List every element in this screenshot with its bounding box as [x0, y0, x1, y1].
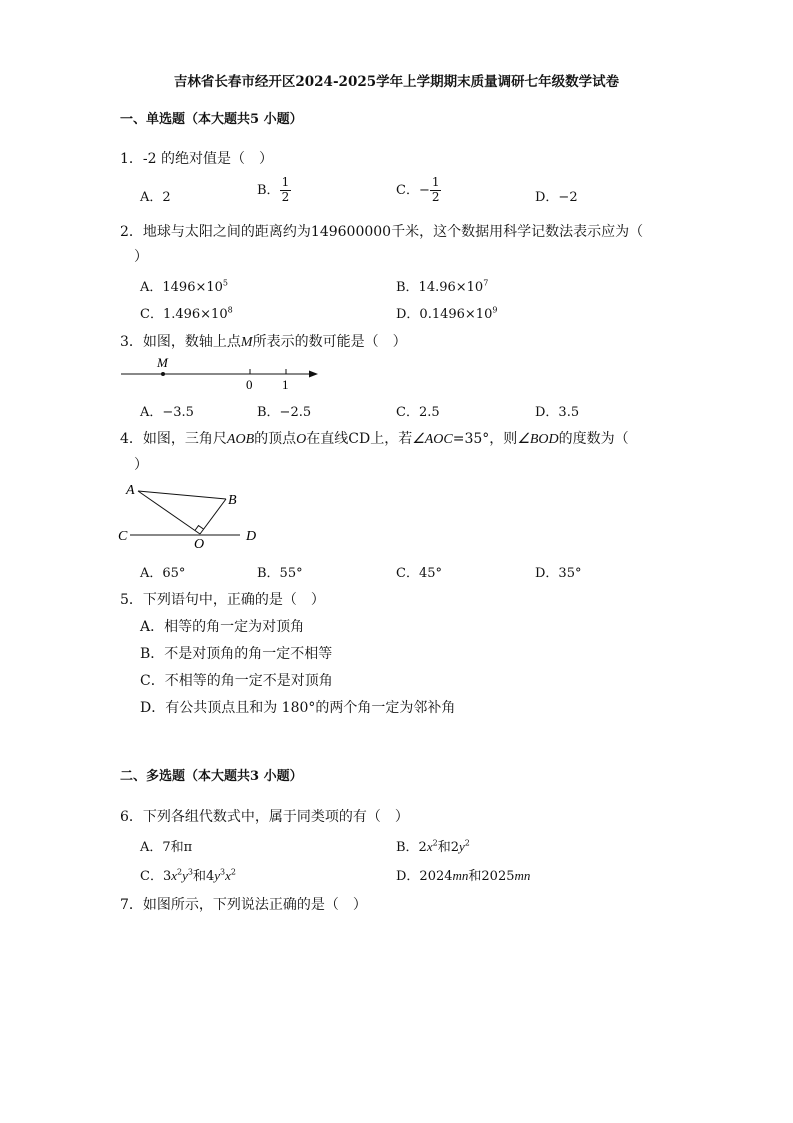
- option-text: 和2025: [468, 869, 515, 884]
- page-title: 吉林省长春市经开区2024-2025学年上学期期末质量调研七年级数学试卷: [173, 74, 620, 90]
- question-1-option-c[interactable]: [396, 176, 441, 205]
- variable: y: [182, 868, 188, 883]
- numerator: 1: [431, 175, 440, 189]
- question-2-option-a[interactable]: [140, 276, 228, 295]
- question-4-option-a[interactable]: A．65°: [140, 566, 186, 581]
- exponent: 8: [227, 305, 233, 315]
- number-line-arrow: [309, 371, 318, 378]
- right-angle-mark: [195, 526, 204, 531]
- option-text: C．1.496×10: [140, 307, 228, 322]
- section-heading-single-choice: 一、单选题（本大题共5 小题）: [120, 112, 303, 127]
- question-2-option-c[interactable]: [140, 303, 233, 322]
- option-label: B．: [257, 182, 280, 198]
- question-3-option-b[interactable]: B．−2.5: [257, 405, 312, 420]
- question-6-option-a[interactable]: A．7和π: [140, 840, 193, 855]
- exponent: 3: [187, 867, 193, 877]
- question-6-stem: 6．下列各组代数式中，属于同类项的有（ ）: [120, 809, 409, 825]
- question-3-option-a[interactable]: A．−3.5: [140, 405, 194, 420]
- question-1-option-d[interactable]: D．−2: [535, 190, 578, 205]
- angle-expression: ∠BOD: [517, 432, 559, 447]
- exponent: 2: [432, 838, 438, 848]
- exponent: 2: [230, 867, 236, 877]
- variable: M: [240, 335, 253, 350]
- question-4-option-c[interactable]: C．45°: [396, 566, 442, 581]
- question-6-option-c[interactable]: [140, 865, 236, 884]
- segment-ab: [138, 491, 226, 499]
- stem-text: 所表示的数可能是（ ）: [252, 334, 407, 350]
- exponent: 2: [177, 867, 183, 877]
- stem-text: 在直线CD上，若: [306, 431, 413, 447]
- question-5-option-c[interactable]: C．不相等的角一定不是对顶角: [140, 673, 333, 689]
- question-2-stem-close: ）: [134, 249, 148, 265]
- question-4-option-b[interactable]: B．55°: [257, 566, 303, 581]
- point-a-label: A: [126, 483, 135, 498]
- question-2-stem: 2．地球与太阳之间的距离约为149600000千米，这个数据用科学记数法表示应为（: [120, 224, 644, 240]
- question-1-stem: 1．-2 的绝对值是（ ）: [120, 151, 273, 167]
- question-7-stem: 7．如图所示，下列说法正确的是（ ）: [120, 897, 367, 913]
- exponent: 5: [222, 278, 229, 288]
- option-text: D．0.1496×10: [396, 307, 493, 322]
- option-text: B．14.96×10: [396, 280, 484, 295]
- question-4-stem: [120, 428, 629, 448]
- point-m-dot: [161, 372, 165, 376]
- numerator: 1: [281, 175, 290, 189]
- option-text: 和2: [437, 840, 459, 855]
- variable: y: [458, 839, 465, 854]
- stem-text: 3．如图，数轴上点: [120, 334, 241, 350]
- question-4-option-d[interactable]: D．35°: [535, 566, 582, 581]
- exponent: 2: [464, 838, 470, 848]
- point-o-label: O: [194, 537, 205, 550]
- stem-text: 的度数为（: [558, 431, 629, 447]
- question-5-stem: 5．下列语句中，正确的是（ ）: [120, 592, 325, 608]
- section-heading-multiple-choice: 二、多选题（本大题共3 小题）: [120, 769, 303, 784]
- question-3-stem: [120, 331, 407, 351]
- variable: y: [214, 868, 221, 883]
- point-d-label: D: [246, 529, 257, 544]
- variable: x: [426, 839, 433, 854]
- stem-text: 4．如图，三角尺: [120, 431, 227, 447]
- variable: x: [225, 868, 231, 883]
- question-6-option-b[interactable]: [396, 836, 470, 855]
- variable: mn: [514, 868, 531, 883]
- question-1-option-b[interactable]: [257, 176, 291, 205]
- denominator: 2: [281, 189, 290, 204]
- question-3-option-d[interactable]: D．3.5: [535, 405, 580, 420]
- question-2-option-d[interactable]: [396, 303, 497, 322]
- variable: O: [296, 432, 307, 447]
- point-c-label: C: [118, 529, 128, 544]
- option-text: A．1496×10: [140, 280, 223, 295]
- question-3-option-c[interactable]: C．2.5: [396, 405, 440, 420]
- question-2-option-b[interactable]: [396, 276, 488, 295]
- segment-ao: [138, 491, 200, 534]
- denominator: 2: [431, 189, 440, 204]
- variable: x: [171, 868, 177, 883]
- option-text: 和4: [192, 869, 215, 884]
- tick-0-label: 0: [246, 377, 253, 392]
- triangle-ruler-figure: [116, 478, 266, 550]
- number-line-figure: [118, 352, 328, 394]
- point-m-label: M: [157, 355, 168, 370]
- option-text: C．3: [140, 869, 172, 884]
- stem-text: =35°，则: [452, 431, 518, 447]
- question-6-option-d[interactable]: [396, 865, 530, 884]
- angle-expression: ∠AOC: [412, 432, 453, 447]
- exponent: 7: [483, 278, 489, 288]
- variable: mn: [452, 868, 469, 883]
- question-5-option-a[interactable]: A．相等的角一定为对顶角: [140, 619, 305, 635]
- exponent: 9: [492, 305, 498, 315]
- segment-bo: [200, 499, 226, 534]
- point-b-label: B: [228, 493, 237, 508]
- option-label: C．−: [396, 182, 430, 198]
- stem-text: 的顶点: [254, 431, 297, 447]
- fraction: [430, 176, 442, 205]
- option-text: B．2: [396, 840, 427, 855]
- question-5-option-b[interactable]: B．不是对顶角的角一定不相等: [140, 646, 333, 662]
- option-text: D．2024: [396, 869, 453, 884]
- question-1-option-a[interactable]: A．2: [140, 190, 171, 205]
- exponent: 3: [220, 867, 226, 877]
- fraction: [280, 176, 292, 205]
- tick-1-label: 1: [282, 377, 289, 392]
- variable: AOB: [226, 432, 255, 447]
- question-4-stem-close: ）: [134, 457, 148, 473]
- question-5-option-d[interactable]: D．有公共顶点且和为 180°的两个角一定为邻补角: [140, 700, 456, 716]
